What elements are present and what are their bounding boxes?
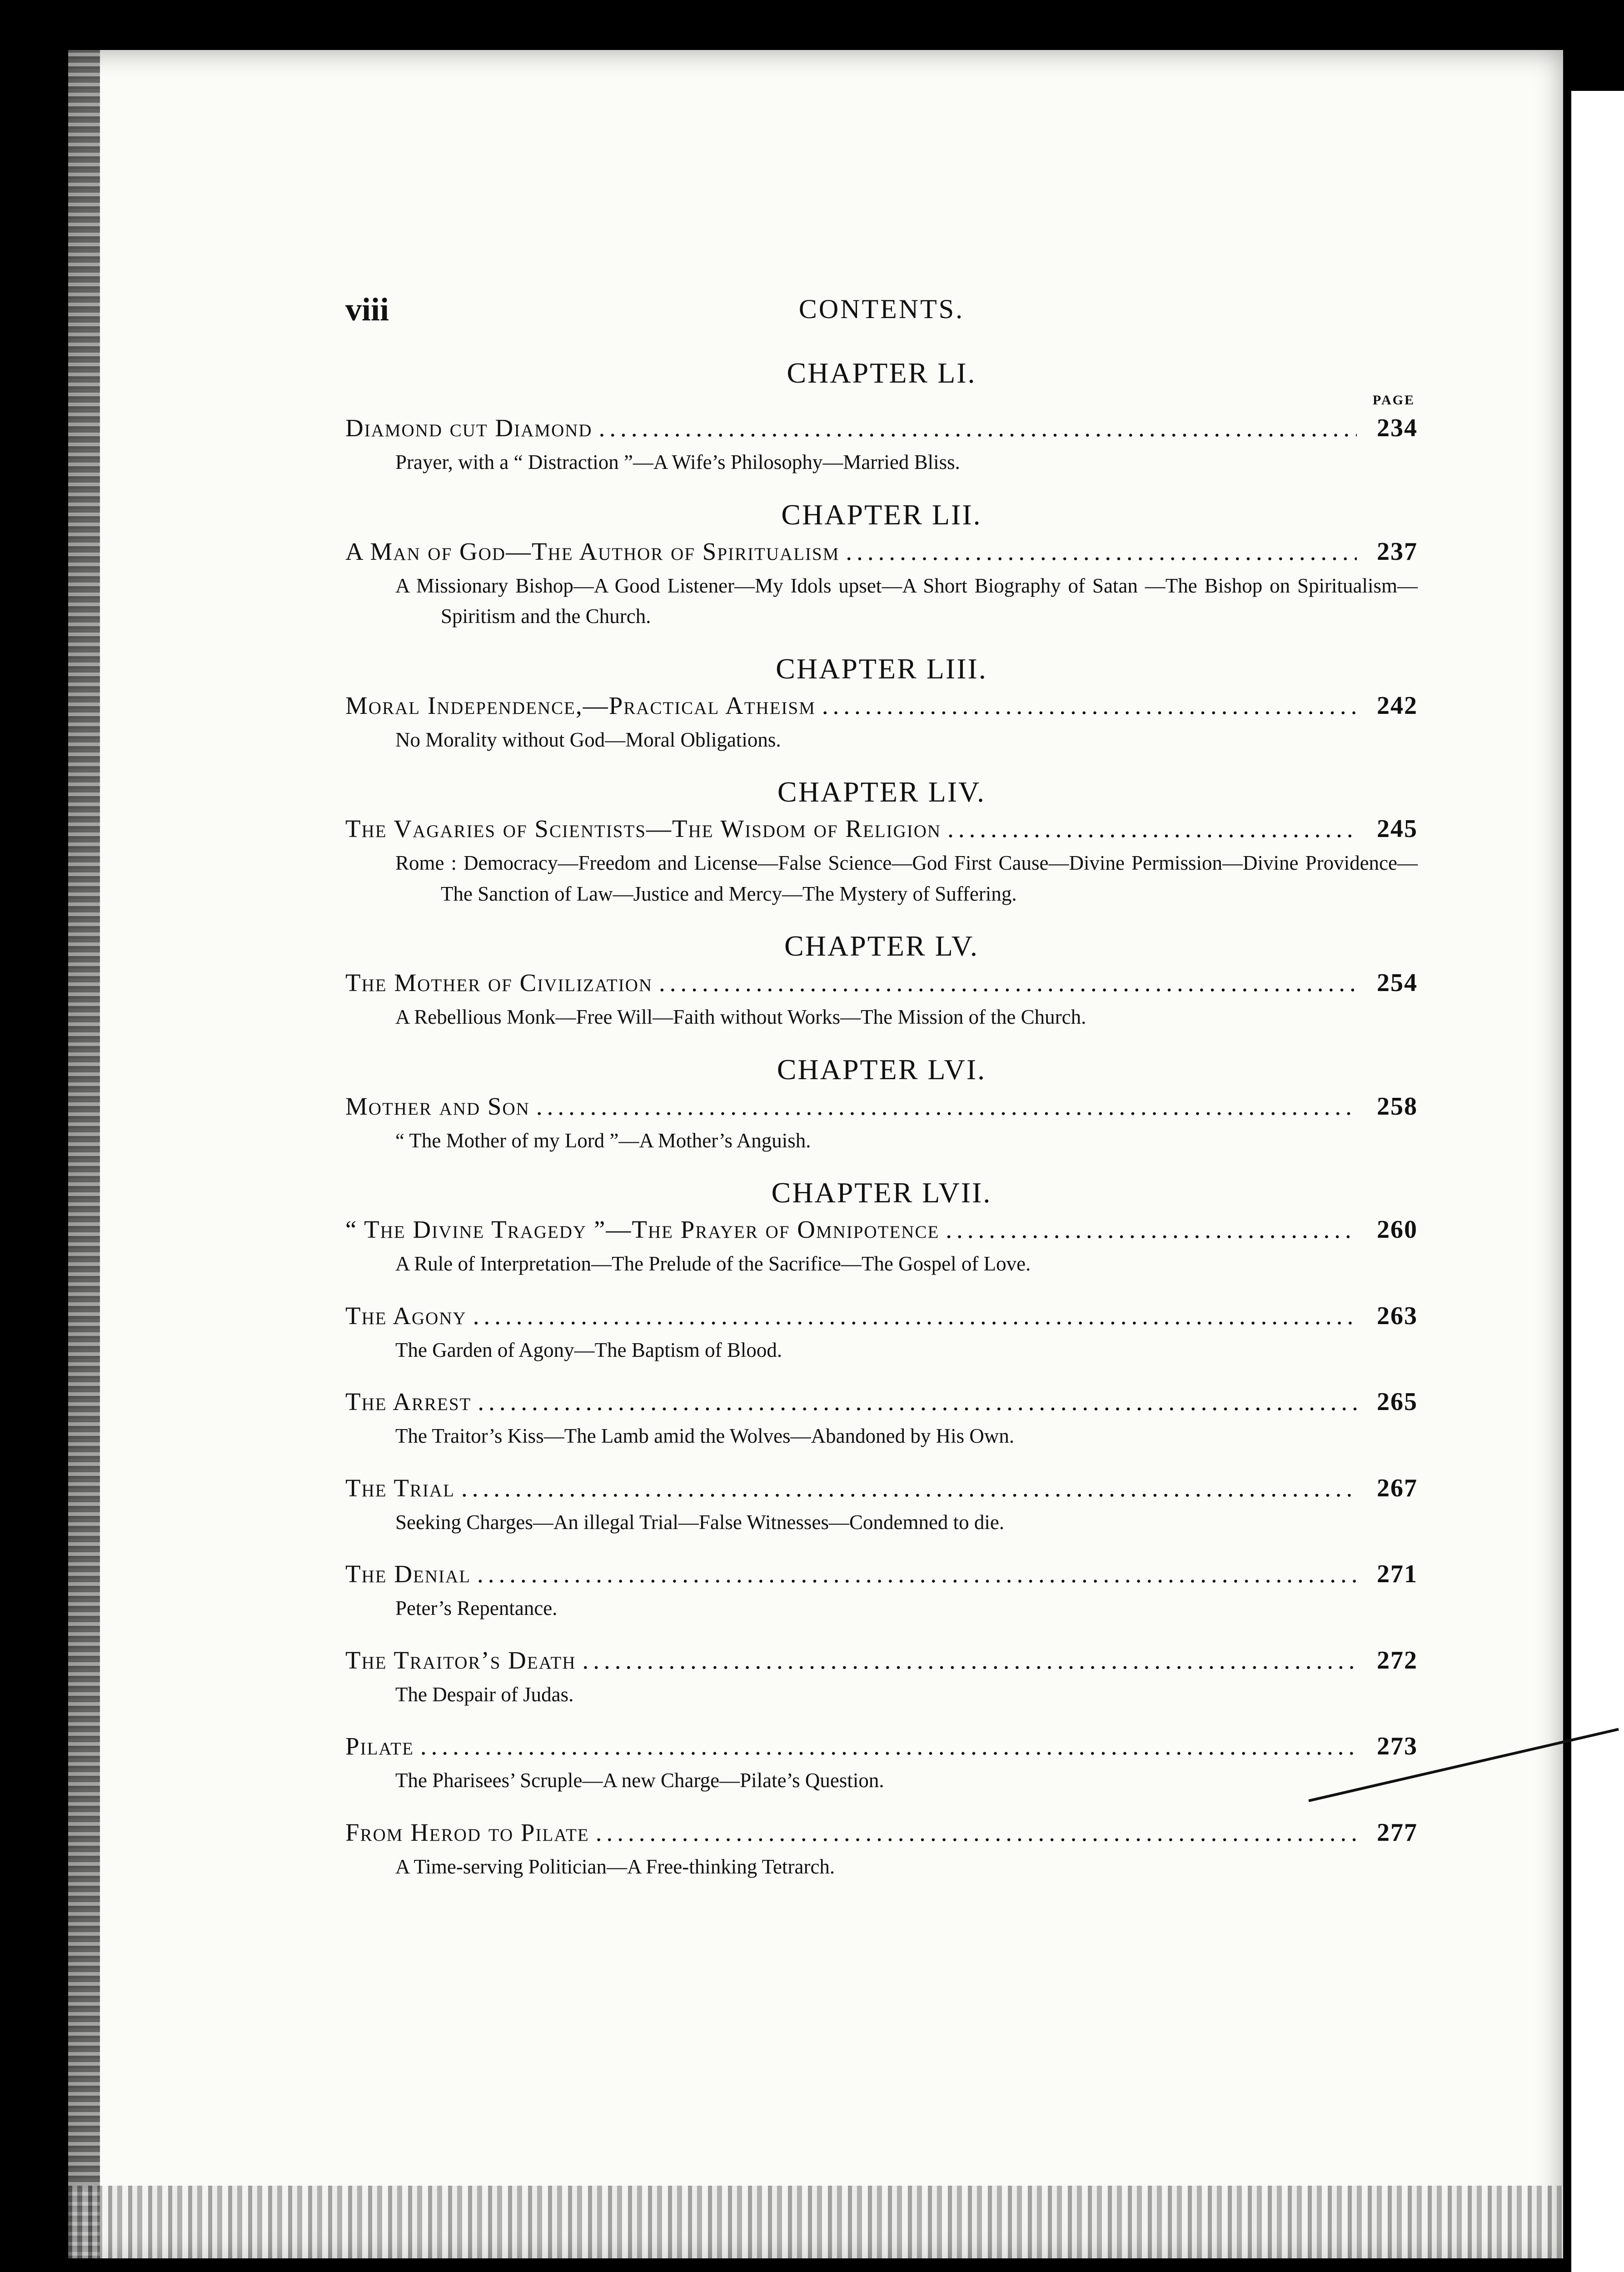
dot-leader (473, 1301, 1357, 1330)
entry-summary: The Garden of Agony—The Baptism of Blood. (395, 1338, 782, 1361)
dot-leader (461, 1474, 1357, 1502)
entry-summary: A Missionary Bishop—A Good Listener—My Idols upset—A Short Biography of Satan —The Bishop on Spiritualism—Spiritism and the Church. (395, 574, 1418, 628)
toc-entry (345, 814, 1418, 843)
entry-page-number: 263 (1377, 1301, 1418, 1330)
dot-leader (659, 968, 1357, 997)
entry-title: The Mother of Civilization (345, 969, 653, 996)
dot-leader (478, 1387, 1357, 1416)
page-column-label: PAGE (1372, 393, 1415, 408)
entry-summary: A Rebellious Monk—Free Will—Faith without Works—The Mission of the Church. (395, 1006, 1086, 1028)
dot-leader (477, 1560, 1357, 1588)
entry-page-number: 245 (1377, 815, 1418, 843)
dot-leader (846, 537, 1357, 566)
entry-title: Pilate (345, 1732, 414, 1760)
dot-leader (947, 814, 1357, 843)
entry-summary: Prayer, with a “ Distraction ”—A Wife’s Philosophy—Married Bliss. (395, 451, 960, 473)
entry-title: Diamond cut Diamond (345, 414, 593, 442)
dot-leader (946, 1215, 1357, 1244)
entry-page-number: 234 (1377, 414, 1418, 442)
entry-summary: A Rule of Interpretation—The Prelude of the Sacrifice—The Gospel of Love. (395, 1252, 1031, 1275)
toc-entry (345, 1215, 1418, 1244)
entry-summary: The Traitor’s Kiss—The Lamb amid the Wolves—Abandoned by His Own. (395, 1425, 1015, 1447)
entry-page-number: 258 (1377, 1092, 1418, 1121)
entry-title: “ The Divine Tragedy ”—The Prayer of Omnipotence (345, 1216, 940, 1243)
toc-entry (345, 1560, 1418, 1589)
entry-summary: A Time-serving Politician—A Free-thinking Tetrarch. (395, 1855, 835, 1878)
entry-page-number: 242 (1377, 691, 1418, 720)
entry-title: Moral Independence,—Practical Atheism (345, 691, 816, 719)
facing-page-edge (1568, 91, 1624, 2272)
toc-entry (345, 414, 1418, 443)
toc-entry (345, 1092, 1418, 1121)
contents-listing (345, 282, 1418, 1882)
entry-page-number: 272 (1377, 1646, 1418, 1674)
dot-leader (583, 1646, 1357, 1674)
entry-summary: Seeking Charges—An illegal Trial—False Witnesses—Condemned to die. (395, 1510, 1005, 1534)
entry-page-number: 265 (1377, 1388, 1418, 1416)
toc-entry (345, 1474, 1418, 1503)
toc-entry (345, 1387, 1418, 1416)
chapter-heading: CHAPTER LVII. (771, 1176, 992, 1209)
entry-page-number: 237 (1377, 537, 1418, 566)
chapter-heading: CHAPTER LIII. (776, 652, 987, 685)
chapter-heading: CHAPTER LVI. (777, 1053, 986, 1086)
entry-title: The Traitor’s Death (345, 1646, 576, 1674)
dot-leader (420, 1732, 1357, 1760)
toc-entry (345, 537, 1418, 566)
dot-leader (599, 414, 1357, 442)
entry-page-number: 277 (1377, 1818, 1418, 1847)
entry-page-number: 254 (1377, 969, 1418, 997)
page-title: CONTENTS. (798, 294, 965, 324)
toc-entry (345, 1818, 1418, 1847)
entry-title: The Arrest (345, 1388, 472, 1415)
chapter-heading: CHAPTER LI. (787, 357, 976, 389)
entry-title: A Man of God—The Author of Spiritualism (345, 537, 840, 565)
entry-summary: Peter’s Repentance. (395, 1597, 558, 1619)
toc-entry (345, 1732, 1418, 1761)
entry-page-number: 267 (1377, 1474, 1418, 1502)
page-header (345, 282, 1418, 336)
entry-title: The Denial (345, 1560, 471, 1588)
entry-title: Mother and Son (345, 1092, 530, 1120)
entry-summary: The Despair of Judas. (395, 1683, 574, 1706)
dot-leader (822, 691, 1357, 720)
page-number: viii (345, 291, 389, 328)
entry-title: The Vagaries of Scientists—The Wisdom of Religion (345, 815, 942, 842)
table-of-contents (345, 356, 1418, 1882)
toc-entry (345, 1301, 1418, 1330)
chapter-heading: CHAPTER LII. (781, 498, 982, 531)
toc-entry (345, 968, 1418, 997)
entry-summary: No Morality without God—Moral Obligations. (395, 728, 781, 751)
toc-entry (345, 691, 1418, 720)
entry-summary: The Pharisees’ Scruple—A new Charge—Pilate’s Question. (395, 1769, 884, 1792)
toc-entry (345, 1646, 1418, 1675)
entry-title: The Agony (345, 1301, 467, 1330)
entry-page-number: 260 (1377, 1216, 1418, 1244)
dot-leader (536, 1092, 1357, 1121)
entry-title: From Herod to Pilate (345, 1818, 589, 1846)
chapter-heading: CHAPTER LV. (784, 930, 979, 962)
entry-summary: Rome : Democracy—Freedom and License—False Science—God First Cause—Divine Permission—Divine Providence—The Sanction of Law—Justice and Mercy—The Mystery of Suffering. (395, 852, 1418, 905)
entry-title: The Trial (345, 1474, 455, 1502)
dot-leader (596, 1818, 1357, 1847)
entry-summary: “ The Mother of my Lord ”—A Mother’s Anguish. (395, 1129, 811, 1152)
entry-page-number: 271 (1377, 1560, 1418, 1588)
chapter-heading: CHAPTER LIV. (777, 776, 986, 808)
entry-page-number: 273 (1377, 1732, 1418, 1760)
